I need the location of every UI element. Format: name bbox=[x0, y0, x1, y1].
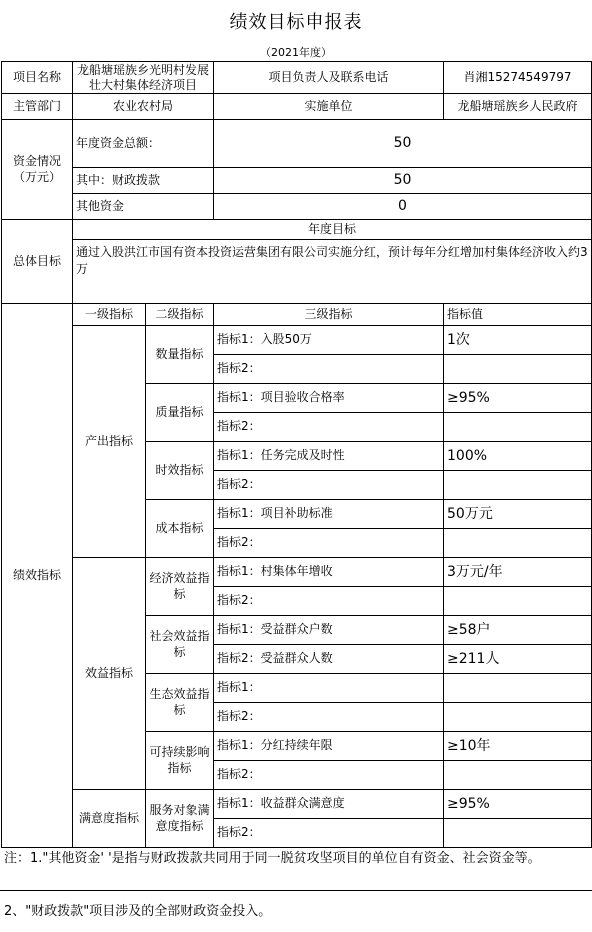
group-satisfaction: 满意度指标 bbox=[73, 790, 146, 848]
funds-other-value: 0 bbox=[214, 194, 592, 220]
indicator-cell: 指标2： bbox=[214, 413, 444, 442]
indicator-cell: 指标2： bbox=[214, 703, 444, 732]
col-header-l1: 一级指标 bbox=[73, 304, 146, 326]
note-fiscal-funds: 2、"财政拨款"项目涉及的全部财政资金投入。 bbox=[4, 904, 272, 919]
indicator-value: 50万元 bbox=[444, 500, 592, 529]
sub-quality: 质量指标 bbox=[146, 384, 214, 442]
funds-fiscal-value: 50 bbox=[214, 168, 592, 194]
report-year: （2021年度） bbox=[260, 46, 332, 59]
indicator-value bbox=[444, 413, 592, 442]
dept-label: 主管部门 bbox=[2, 94, 73, 120]
col-header-l3: 三级指标 bbox=[214, 304, 444, 326]
sub-ecological: 生态效益指标 bbox=[146, 674, 214, 732]
manager-value: 肖湘15274549797 bbox=[444, 62, 592, 94]
funds-fiscal-label: 其中：财政拨款 bbox=[73, 168, 214, 194]
indicator-value: ≥58户 bbox=[444, 616, 592, 645]
sub-service: 服务对象满意度指标 bbox=[146, 790, 214, 848]
indicator-cell: 指标2： bbox=[214, 471, 444, 500]
indicator-cell: 指标2： bbox=[214, 761, 444, 790]
sub-cost: 成本指标 bbox=[146, 500, 214, 558]
indicator-cell: 指标1：分红持续年限 bbox=[214, 732, 444, 761]
indicator-value bbox=[444, 674, 592, 703]
indicator-value: ≥95% bbox=[444, 790, 592, 819]
sub-social: 社会效益指标 bbox=[146, 616, 214, 674]
sub-quantity: 数量指标 bbox=[146, 326, 214, 384]
impl-label: 实施单位 bbox=[214, 94, 444, 120]
indicator-cell: 指标1：项目验收合格率 bbox=[214, 384, 444, 413]
funds-other-label: 其他资金 bbox=[73, 194, 214, 220]
indicator-cell: 指标2： bbox=[214, 355, 444, 384]
sub-sustainable: 可持续影响指标 bbox=[146, 732, 214, 790]
indicator-cell: 指标1：任务完成及时性 bbox=[214, 442, 444, 471]
indicator-cell: 指标2：受益群众人数 bbox=[214, 645, 444, 674]
col-header-value: 指标值 bbox=[444, 304, 592, 326]
sub-timeliness: 时效指标 bbox=[146, 442, 214, 500]
goal-header: 年度目标 bbox=[73, 220, 592, 240]
indicator-value: ≥211人 bbox=[444, 645, 592, 674]
indicator-cell: 指标2： bbox=[214, 819, 444, 848]
indicator-cell: 指标1：收益群众满意度 bbox=[214, 790, 444, 819]
indicator-cell: 指标1：项目补助标准 bbox=[214, 500, 444, 529]
goal-label: 总体目标 bbox=[2, 220, 73, 304]
indicator-value bbox=[444, 587, 592, 616]
group-output: 产出指标 bbox=[73, 326, 146, 558]
indicator-value bbox=[444, 471, 592, 500]
project-name-label: 项目名称 bbox=[2, 62, 73, 94]
funds-total-value: 50 bbox=[214, 120, 592, 168]
indicator-cell: 指标1：受益群众户数 bbox=[214, 616, 444, 645]
indicator-value: 100% bbox=[444, 442, 592, 471]
goal-text: 通过入股洪江市国有资本投资运营集团有限公司实施分红，预计每年分红增加村集体经济收入约3万 bbox=[73, 240, 592, 304]
page-title: 绩效目标申报表 bbox=[229, 12, 363, 33]
indicator-value: ≥10年 bbox=[444, 732, 592, 761]
dept-value: 农业农村局 bbox=[73, 94, 214, 120]
sub-economic: 经济效益指标 bbox=[146, 558, 214, 616]
col-header-l2: 二级指标 bbox=[146, 304, 214, 326]
performance-table bbox=[1, 61, 592, 848]
indicator-value bbox=[444, 529, 592, 558]
indicator-value bbox=[444, 819, 592, 848]
project-name-value: 龙船塘瑶族乡光明村发展壮大村集体经济项目 bbox=[73, 62, 214, 94]
funds-total-label: 年度资金总额： bbox=[73, 120, 214, 168]
indicator-value bbox=[444, 761, 592, 790]
indicator-value: 1次 bbox=[444, 326, 592, 355]
indicator-cell: 指标2： bbox=[214, 529, 444, 558]
group-benefit: 效益指标 bbox=[73, 558, 146, 790]
manager-label: 项目负责人及联系电话 bbox=[214, 62, 444, 94]
indicator-cell: 指标1： bbox=[214, 674, 444, 703]
indicator-cell: 指标1：村集体年增收 bbox=[214, 558, 444, 587]
indicator-value: 3万元/年 bbox=[444, 558, 592, 587]
indicator-cell: 指标2： bbox=[214, 587, 444, 616]
indicator-cell: 指标1：入股50万 bbox=[214, 326, 444, 355]
funds-label: 资金情况 （万元） bbox=[2, 120, 73, 220]
note-divider bbox=[0, 890, 592, 891]
indicator-value bbox=[444, 703, 592, 732]
note-other-funds: 注：1."其他资金' '是指与财政拨款共同用于同一脱贫攻坚项目的单位自有资金、社会资金等。 bbox=[4, 851, 541, 866]
indicator-value bbox=[444, 355, 592, 384]
indicator-value: ≥95% bbox=[444, 384, 592, 413]
impl-value: 龙船塘瑶族乡人民政府 bbox=[444, 94, 592, 120]
perf-label: 绩效指标 bbox=[2, 304, 73, 848]
